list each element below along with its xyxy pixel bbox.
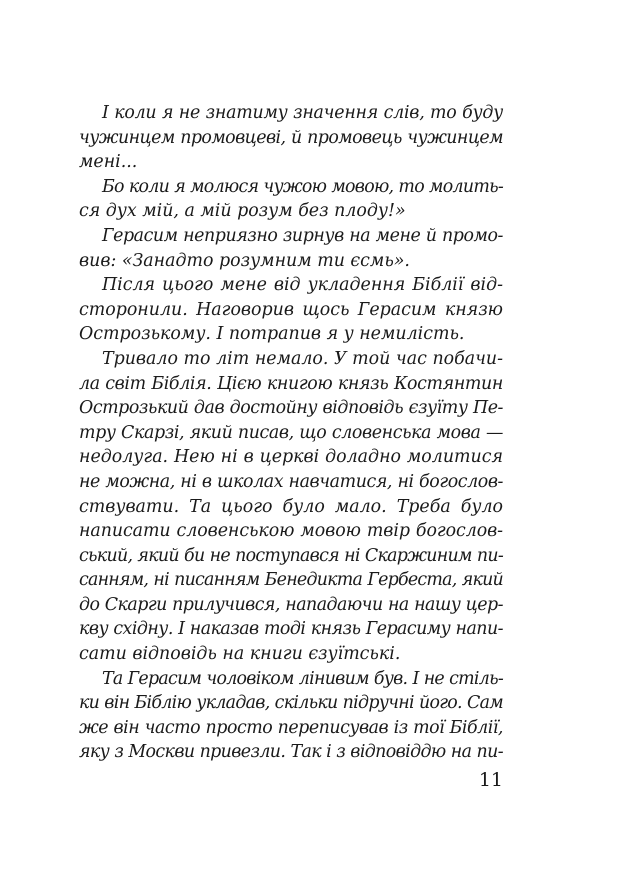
text-line: санням, ні писанням Бенедикта Гербеста, який <box>79 570 503 591</box>
text-line: Тривало то літ немало. У той час побачи- <box>102 348 503 369</box>
text-line: ла світ Біблія. Цією книгою князь Костянтин <box>79 373 503 394</box>
body-text <box>79 101 503 765</box>
text-line: Острозькому. І потрапив я у немилість. <box>79 324 465 345</box>
text-line: Герасим неприязно зирнув на мене й промо- <box>102 225 503 246</box>
text-line: яку з Москви привезли. Так і з відповіддю на пи- <box>79 742 503 763</box>
text-line: Після цього мене від укладення Біблії від- <box>102 275 503 296</box>
text-line: недолуга. Нею ні в церкві доладно молитися <box>79 447 503 468</box>
text-line: чужинцем промовцеві, й промовець чужинцем <box>79 127 503 148</box>
text-line: Та Герасим чоловіком лінивим був. І не стіль- <box>102 668 503 689</box>
text-line: ки він Біблію укладав, скільки підручні його. Сам <box>79 693 503 714</box>
text-line: сати відповідь на книги єзуїтські. <box>79 644 401 665</box>
text-line: мені... <box>79 152 138 173</box>
text-line: кву східну. І наказав тоді князь Герасиму напи- <box>79 619 503 640</box>
text-line: Острозький дав достойну відповідь єзуїту Пе- <box>79 398 503 419</box>
text-line: написати словенською мовою твір богослов- <box>79 521 503 542</box>
text-line: Бо коли я молюся чужою мовою, то молить- <box>102 176 503 197</box>
text-line: не можна, ні в школах навчатися, ні богослов- <box>79 471 503 492</box>
text-line: же він часто просто переписував із тої Біблії, <box>79 717 503 738</box>
text-line: ствувати. Та цього було мало. Треба було <box>79 496 503 517</box>
page-number: 11 <box>478 769 503 791</box>
text-line: вив: «Занадто розумним ти єсмь». <box>79 250 410 271</box>
text-line: ся дух мій, а мій розум без плоду!» <box>79 201 406 222</box>
text-line: тру Скарзі, який писав, що словенська мова — <box>79 422 503 443</box>
text-line: до Скарги прилучився, нападаючи на нашу цер- <box>79 594 503 615</box>
text-line: І коли я не знатиму значення слів, то буду <box>102 103 503 123</box>
text-line: сторонили. Наговорив щось Герасим князю <box>79 299 503 320</box>
text-line: ський, який би не поступався ні Скаржиним пи- <box>79 545 503 566</box>
